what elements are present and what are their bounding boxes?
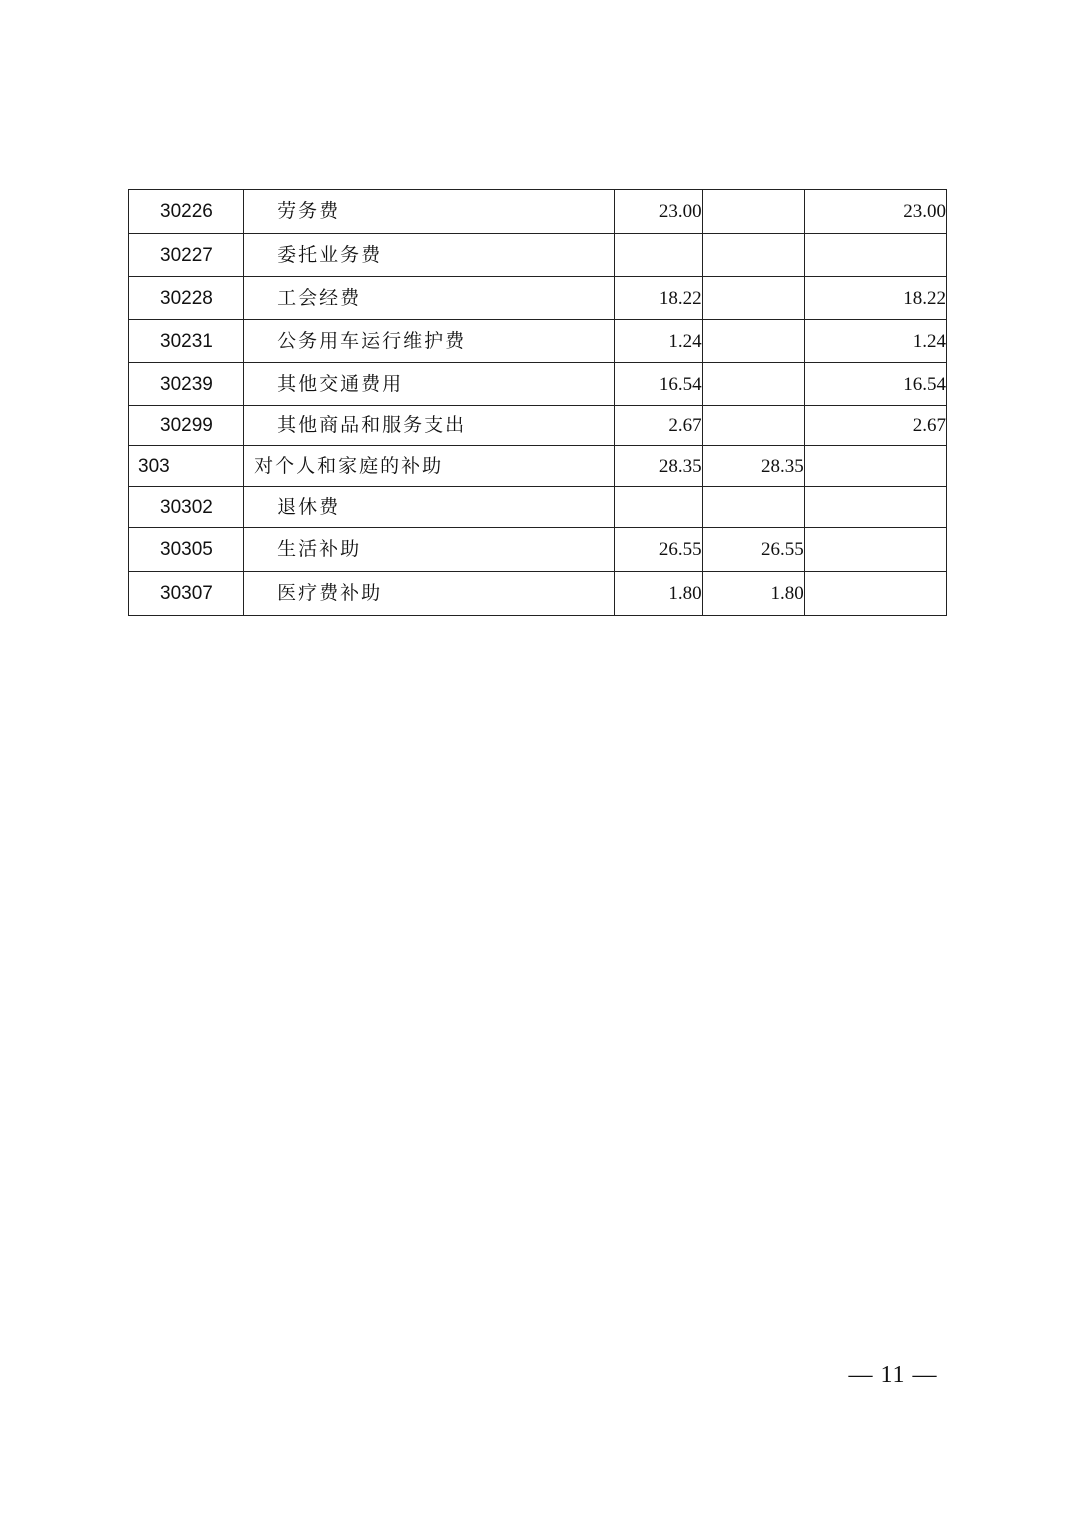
amount-total-cell: 2.67 bbox=[614, 406, 702, 446]
amount-project-cell bbox=[804, 528, 946, 572]
account-name-cell bbox=[244, 446, 614, 487]
amount-project-cell bbox=[804, 234, 946, 277]
amount-basic-cell bbox=[702, 320, 804, 363]
amount-total-cell: 18.22 bbox=[614, 277, 702, 320]
amount-total-cell bbox=[614, 487, 702, 528]
account-name-cell bbox=[244, 234, 614, 277]
account-code: 30299 bbox=[160, 415, 213, 436]
amount-basic-cell: 28.35 bbox=[702, 446, 804, 487]
table-row bbox=[129, 572, 947, 616]
amount-basic-cell: 1.80 bbox=[702, 572, 804, 616]
table-row bbox=[129, 528, 947, 572]
account-name: 退休费 bbox=[277, 495, 341, 518]
amount-total-cell: 23.00 bbox=[614, 190, 702, 234]
amount-total-cell: 28.35 bbox=[614, 446, 702, 487]
account-name: 对个人和家庭的补助 bbox=[254, 454, 444, 477]
amount-total-cell: 1.24 bbox=[614, 320, 702, 363]
account-code-cell bbox=[129, 572, 244, 616]
account-name-cell bbox=[244, 363, 614, 406]
account-code-cell bbox=[129, 277, 244, 320]
table-row bbox=[129, 320, 947, 363]
account-code: 30302 bbox=[160, 496, 213, 518]
account-code-cell bbox=[129, 320, 244, 363]
amount-project-cell bbox=[804, 446, 946, 487]
account-name: 生活补助 bbox=[277, 538, 362, 560]
amount-basic-cell bbox=[702, 363, 804, 406]
budget-table bbox=[128, 189, 947, 616]
table-row bbox=[129, 487, 947, 528]
account-code: 30307 bbox=[160, 583, 213, 604]
amount-basic-cell bbox=[702, 234, 804, 277]
account-code: 30228 bbox=[160, 287, 213, 309]
account-code-cell bbox=[129, 363, 244, 406]
table-row bbox=[129, 234, 947, 277]
budget-table-body bbox=[129, 190, 947, 616]
amount-total-cell bbox=[614, 234, 702, 277]
amount-basic-cell bbox=[702, 406, 804, 446]
amount-project-cell: 16.54 bbox=[804, 363, 946, 406]
account-code: 30239 bbox=[160, 373, 213, 395]
table-row bbox=[129, 277, 947, 320]
account-name-cell bbox=[244, 572, 614, 616]
amount-basic-cell bbox=[702, 190, 804, 234]
table-row bbox=[129, 446, 947, 487]
amount-project-cell: 2.67 bbox=[804, 406, 946, 446]
account-code: 30231 bbox=[160, 330, 213, 352]
table-row bbox=[129, 406, 947, 446]
amount-total-cell: 1.80 bbox=[614, 572, 702, 616]
account-name: 劳务费 bbox=[277, 200, 341, 222]
account-code-cell bbox=[129, 190, 244, 234]
table-row bbox=[129, 190, 947, 234]
amount-basic-cell: 26.55 bbox=[702, 528, 804, 572]
account-name-cell bbox=[244, 528, 614, 572]
account-name-cell bbox=[244, 320, 614, 363]
table-row bbox=[129, 363, 947, 406]
amount-project-cell: 23.00 bbox=[804, 190, 946, 234]
account-code-cell bbox=[129, 406, 244, 446]
account-code-cell bbox=[129, 234, 244, 277]
account-name-cell bbox=[244, 190, 614, 234]
account-name: 其他商品和服务支出 bbox=[277, 414, 467, 436]
account-code-cell bbox=[129, 528, 244, 572]
account-code: 30305 bbox=[160, 539, 213, 560]
amount-project-cell bbox=[804, 572, 946, 616]
amount-total-cell: 16.54 bbox=[614, 363, 702, 406]
account-name-cell bbox=[244, 406, 614, 446]
account-code-cell bbox=[129, 446, 244, 487]
account-name: 工会经费 bbox=[277, 286, 362, 309]
amount-basic-cell bbox=[702, 277, 804, 320]
account-name: 公务用车运行维护费 bbox=[277, 329, 467, 352]
account-name-cell bbox=[244, 487, 614, 528]
amount-project-cell bbox=[804, 487, 946, 528]
amount-total-cell: 26.55 bbox=[614, 528, 702, 572]
account-code: 30226 bbox=[160, 201, 213, 222]
account-name-cell bbox=[244, 277, 614, 320]
amount-project-cell: 18.22 bbox=[804, 277, 946, 320]
account-name: 其他交通费用 bbox=[277, 372, 404, 395]
account-name: 医疗费补助 bbox=[277, 582, 383, 604]
account-name: 委托业务费 bbox=[277, 243, 383, 266]
amount-project-cell: 1.24 bbox=[804, 320, 946, 363]
account-code-cell bbox=[129, 487, 244, 528]
amount-basic-cell bbox=[702, 487, 804, 528]
page-number: — 11 — bbox=[848, 1362, 938, 1388]
account-code: 30227 bbox=[160, 244, 213, 266]
account-code: 303 bbox=[138, 455, 170, 477]
